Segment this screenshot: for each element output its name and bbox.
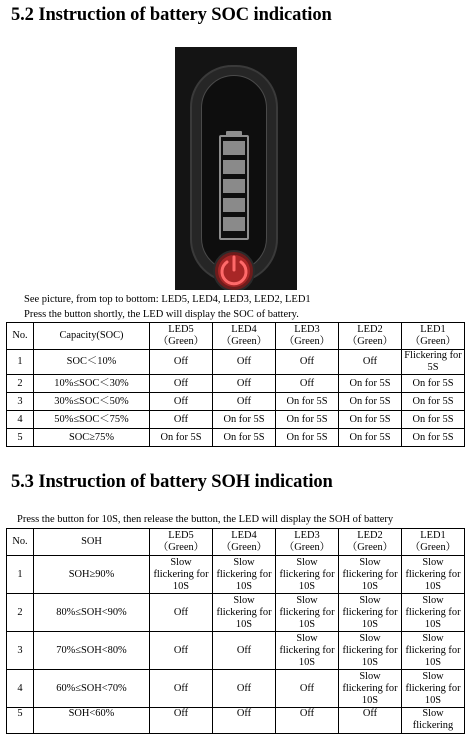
- table-cell: Off: [213, 708, 276, 734]
- header-cell: [34, 529, 150, 556]
- table-cell: Off: [276, 375, 339, 393]
- table-cell: Slow flickering for 10S: [276, 632, 339, 670]
- table-cell: 10%≤SOC＜30%: [34, 375, 150, 393]
- header-cell: [402, 323, 465, 350]
- header-cell: [150, 323, 213, 350]
- table-cell: On for 5S: [276, 429, 339, 447]
- table-row: [7, 708, 465, 734]
- table-cell: 4: [7, 670, 34, 708]
- table-cell: 70%≤SOH<80%: [34, 632, 150, 670]
- table-cell: 2: [7, 594, 34, 632]
- header-cell: [213, 529, 276, 556]
- table-cell: 4: [7, 411, 34, 429]
- table-cell: Off: [213, 393, 276, 411]
- header-sublabel: （Green）: [409, 542, 457, 553]
- table-row: [7, 411, 465, 429]
- table-cell: 1: [7, 350, 34, 375]
- header-label: LED1: [420, 530, 446, 541]
- table-row: [7, 556, 465, 594]
- table-cell: On for 5S: [339, 411, 402, 429]
- header-cell: [339, 529, 402, 556]
- soc-table: [6, 322, 465, 447]
- table-cell: Slow flickering for 10S: [339, 632, 402, 670]
- table-cell: On for 5S: [150, 429, 213, 447]
- header-sublabel: （Green）: [220, 542, 268, 553]
- header-cell: [339, 323, 402, 350]
- header-label: LED4: [231, 324, 257, 335]
- table-cell: 50%≤SOC＜75%: [34, 411, 150, 429]
- table-cell: 5: [7, 429, 34, 447]
- table-cell: SOH<60%: [34, 708, 150, 734]
- table-cell: Off: [276, 670, 339, 708]
- table-row: [7, 350, 465, 375]
- table-cell: 30%≤SOC＜50%: [34, 393, 150, 411]
- table-cell: Off: [150, 632, 213, 670]
- table-row: [7, 670, 465, 708]
- table-cell: Off: [339, 708, 402, 734]
- header-sublabel: （Green）: [220, 336, 268, 347]
- table-cell: Slow flickering for 10S: [402, 556, 465, 594]
- table-cell: SOH≥90%: [34, 556, 150, 594]
- table-cell: Slow flickering for 10S: [402, 594, 465, 632]
- table-cell: SOC＜10%: [34, 350, 150, 375]
- table-header-row: [7, 323, 465, 350]
- power-icon: [175, 47, 297, 290]
- table-cell: Slow flickering: [402, 708, 465, 734]
- table-cell: Slow flickering for 10S: [150, 556, 213, 594]
- header-sublabel: （Green）: [409, 336, 457, 347]
- header-label: Capacity(SOC): [59, 330, 124, 341]
- table-cell: Off: [339, 350, 402, 375]
- table-cell: 1: [7, 556, 34, 594]
- header-cell: [402, 529, 465, 556]
- press-10s-caption: Press the button for 10S, then release the button, the LED will display the SOH of battery: [17, 514, 394, 525]
- battery-indicator-photo: [175, 47, 297, 290]
- table-cell: Slow flickering for 10S: [276, 594, 339, 632]
- header-sublabel: （Green）: [346, 542, 394, 553]
- table-cell: Off: [276, 350, 339, 375]
- table-row: [7, 429, 465, 447]
- table-cell: Slow flickering for 10S: [402, 670, 465, 708]
- table-row: [7, 632, 465, 670]
- header-cell: [34, 323, 150, 350]
- table-cell: Off: [150, 393, 213, 411]
- table-header-row: [7, 529, 465, 556]
- table-cell: 5: [7, 708, 34, 734]
- table-row: [7, 375, 465, 393]
- table-cell: SOC≥75%: [34, 429, 150, 447]
- header-label: No.: [12, 536, 28, 547]
- table-cell: On for 5S: [276, 393, 339, 411]
- table-cell: Off: [213, 632, 276, 670]
- header-sublabel: （Green）: [283, 336, 331, 347]
- header-label: LED5: [168, 530, 194, 541]
- table-cell: 3: [7, 393, 34, 411]
- section-title-soc: 5.2 Instruction of battery SOC indication: [11, 5, 332, 25]
- press-shortly-caption: Press the button shortly, the LED will display the SOC of battery.: [24, 309, 299, 320]
- header-label: LED3: [294, 530, 320, 541]
- table-cell: 2: [7, 375, 34, 393]
- header-sublabel: （Green）: [157, 542, 205, 553]
- table-cell: Slow flickering for 10S: [402, 632, 465, 670]
- table-cell: Off: [150, 594, 213, 632]
- header-cell: [150, 529, 213, 556]
- led-order-caption: See picture, from top to bottom: LED5, LED4, LED3, LED2, LED1: [24, 294, 311, 305]
- header-cell: [7, 529, 34, 556]
- table-cell: Off: [150, 375, 213, 393]
- table-cell: Off: [213, 375, 276, 393]
- table-cell: On for 5S: [402, 375, 465, 393]
- header-cell: [213, 323, 276, 350]
- table-cell: On for 5S: [339, 375, 402, 393]
- table-cell: Slow flickering for 10S: [339, 556, 402, 594]
- header-label: SOH: [81, 536, 102, 547]
- table-cell: Off: [213, 670, 276, 708]
- table-cell: On for 5S: [402, 429, 465, 447]
- table-cell: Slow flickering for 10S: [213, 594, 276, 632]
- table-cell: 3: [7, 632, 34, 670]
- table-cell: On for 5S: [339, 393, 402, 411]
- soh-table: [6, 528, 465, 734]
- table-cell: Off: [150, 670, 213, 708]
- table-cell: On for 5S: [213, 411, 276, 429]
- table-cell: Off: [213, 350, 276, 375]
- header-label: LED2: [357, 324, 383, 335]
- header-label: LED3: [294, 324, 320, 335]
- table-cell: 80%≤SOH<90%: [34, 594, 150, 632]
- header-label: LED4: [231, 530, 257, 541]
- table-cell: 60%≤SOH<70%: [34, 670, 150, 708]
- table-cell: On for 5S: [402, 393, 465, 411]
- table-row: [7, 594, 465, 632]
- table-cell: Off: [150, 708, 213, 734]
- table-row: [7, 393, 465, 411]
- table-cell: Flickering for 5S: [402, 350, 465, 375]
- table-cell: Slow flickering for 10S: [276, 556, 339, 594]
- header-label: No.: [12, 330, 28, 341]
- header-cell: [7, 323, 34, 350]
- header-cell: [276, 323, 339, 350]
- header-label: LED2: [357, 530, 383, 541]
- table-cell: Slow flickering for 10S: [339, 670, 402, 708]
- table-cell: On for 5S: [213, 429, 276, 447]
- section-title-soh: 5.3 Instruction of battery SOH indication: [11, 472, 333, 492]
- table-cell: Slow flickering for 10S: [339, 594, 402, 632]
- table-cell: On for 5S: [339, 429, 402, 447]
- header-sublabel: （Green）: [157, 336, 205, 347]
- table-cell: Off: [276, 708, 339, 734]
- table-cell: Off: [150, 411, 213, 429]
- header-cell: [276, 529, 339, 556]
- table-cell: Off: [150, 350, 213, 375]
- header-sublabel: （Green）: [346, 336, 394, 347]
- table-cell: On for 5S: [276, 411, 339, 429]
- header-label: LED1: [420, 324, 446, 335]
- header-sublabel: （Green）: [283, 542, 331, 553]
- header-label: LED5: [168, 324, 194, 335]
- table-cell: Slow flickering for 10S: [213, 556, 276, 594]
- table-cell: On for 5S: [402, 411, 465, 429]
